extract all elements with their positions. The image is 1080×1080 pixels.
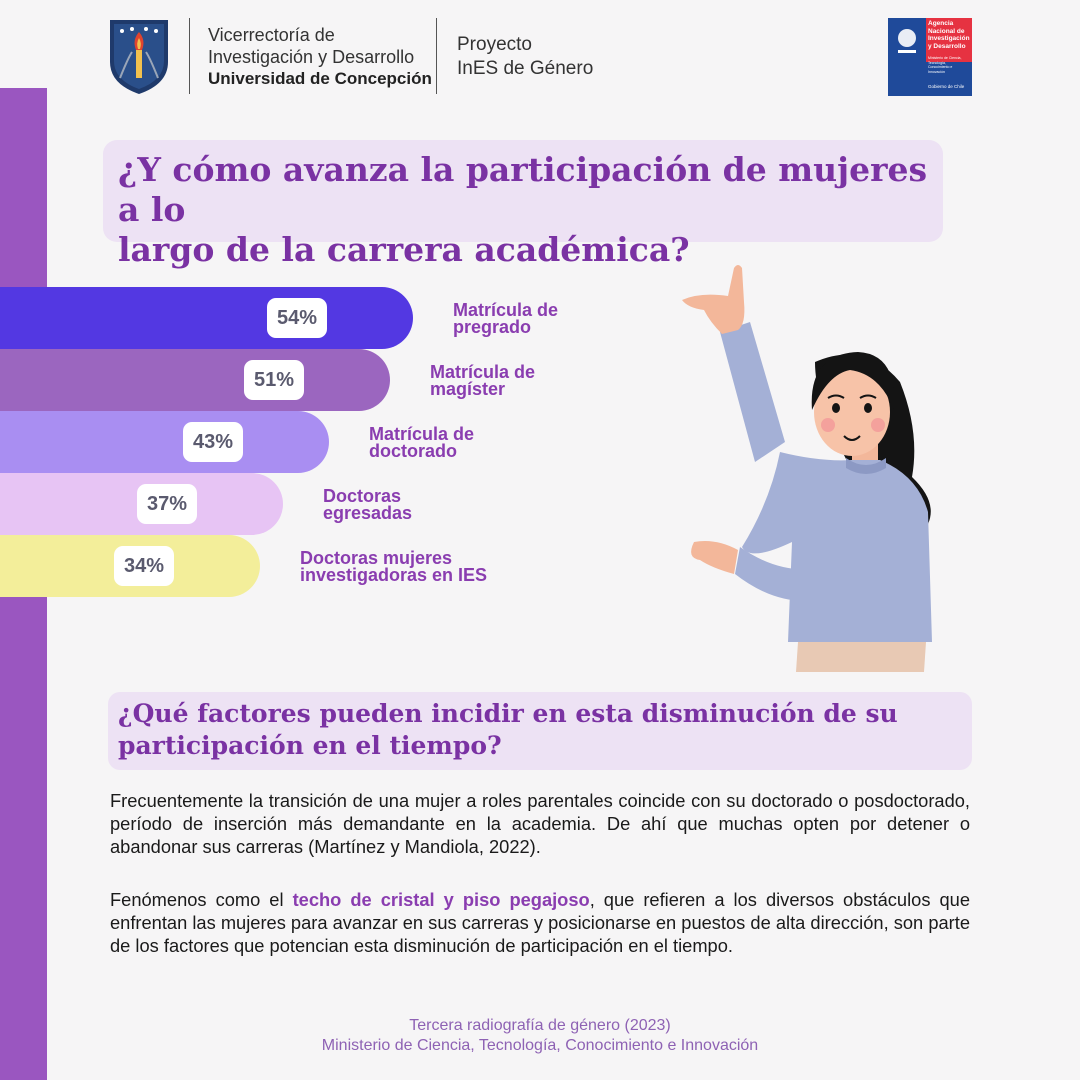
category-label: [453, 302, 558, 336]
chart-bar: [0, 411, 329, 473]
university-name: Universidad de Concepción: [208, 69, 432, 88]
source-citation: [200, 1016, 880, 1056]
value-label: 37%: [137, 484, 197, 524]
source-line-2: Ministerio de Ciencia, Tecnología, Conocimiento e Innovación: [321, 1037, 759, 1054]
chart-bar: [0, 535, 260, 597]
value-label: 54%: [267, 298, 327, 338]
title-line-1: ¿Y cómo avanza la participación de mujeres a lo: [118, 150, 928, 229]
category-label-line1: Matrícula de: [430, 362, 536, 382]
header: [0, 0, 1080, 100]
paragraph-2: [110, 888, 970, 957]
project-line-1: Proyecto: [457, 34, 532, 55]
anid-footer: Gobierno de Chile: [928, 84, 965, 89]
page-title: [118, 150, 948, 270]
value-label: 43%: [183, 422, 243, 462]
category-label-line1: Matrícula de: [369, 424, 475, 444]
category-label-line1: Matrícula de: [453, 300, 559, 320]
category-label: [430, 364, 535, 398]
value-label: 51%: [244, 360, 304, 400]
header-divider: [189, 18, 190, 94]
anid-line-1: Agencia: [928, 20, 954, 27]
category-label-line2: egresadas: [323, 503, 413, 523]
anid-line-4: y Desarrollo: [928, 42, 966, 50]
category-label: [369, 426, 474, 460]
project-line-2: InES de Género: [457, 58, 594, 79]
anid-logo: [888, 18, 972, 96]
chart-bar: [0, 473, 283, 535]
category-label-line1: Doctoras mujeres: [300, 548, 453, 568]
paragraph-2-start: Fenómenos como el: [110, 889, 293, 910]
subtitle-line-1: ¿Qué factores pueden incidir en esta disminución de su: [118, 699, 898, 728]
category-label-line2: magíster: [430, 379, 506, 399]
category-label-line2: pregrado: [453, 317, 532, 337]
subtitle-line-2: participación en el tiempo?: [118, 731, 502, 760]
paragraph-2-end: , que refieren a los diversos obstáculos que enfrentan las mujeres para avanzar en sus carreras y posicionarse en puestos de alta dirección, son parte de los factores que potencian esta disminución de participación en el tiempo.: [110, 889, 970, 956]
category-label-line2: doctorado: [369, 441, 457, 461]
chart-bar: [0, 287, 413, 349]
anid-ministry: Ministerio de Ciencia, Tecnología, Conocimiento e Innovación: [928, 56, 962, 74]
chart-bar: [0, 349, 390, 411]
value-label: 34%: [114, 546, 174, 586]
section-subtitle: [118, 698, 964, 762]
header-divider: [436, 18, 437, 94]
category-label-line2: investigadoras en IES: [300, 565, 488, 585]
university-shield-logo: [108, 18, 170, 96]
woman-presenting-illustration: [680, 262, 950, 672]
paragraph-1: Frecuentemente la transición de una mujer a roles parentales coincide con su doctorado o posdoctorado, período de inserción más demandante en la academia. De ahí que muchas opten por detener o abandonar sus carreras (Martínez y Mandiola, 2022).: [110, 790, 970, 857]
anid-line-2: Nacional de: [928, 27, 965, 35]
project-label: [457, 33, 593, 81]
title-line-2: largo de la carrera académica?: [118, 230, 690, 269]
category-label-line1: Doctoras: [323, 486, 402, 506]
category-label: [323, 488, 412, 522]
anid-name: [928, 20, 968, 50]
category-label: [300, 550, 487, 584]
vice-line-1: Vicerrectoría de: [208, 25, 335, 45]
highlight-term: techo de cristal y piso pegajoso: [292, 889, 590, 910]
source-line-1: Tercera radiografía de género (2023): [409, 1017, 671, 1034]
anid-line-3: Investigación: [928, 35, 970, 42]
vice-line-2: Investigación y Desarrollo: [208, 47, 415, 67]
vice-rectory-label: [208, 24, 432, 90]
